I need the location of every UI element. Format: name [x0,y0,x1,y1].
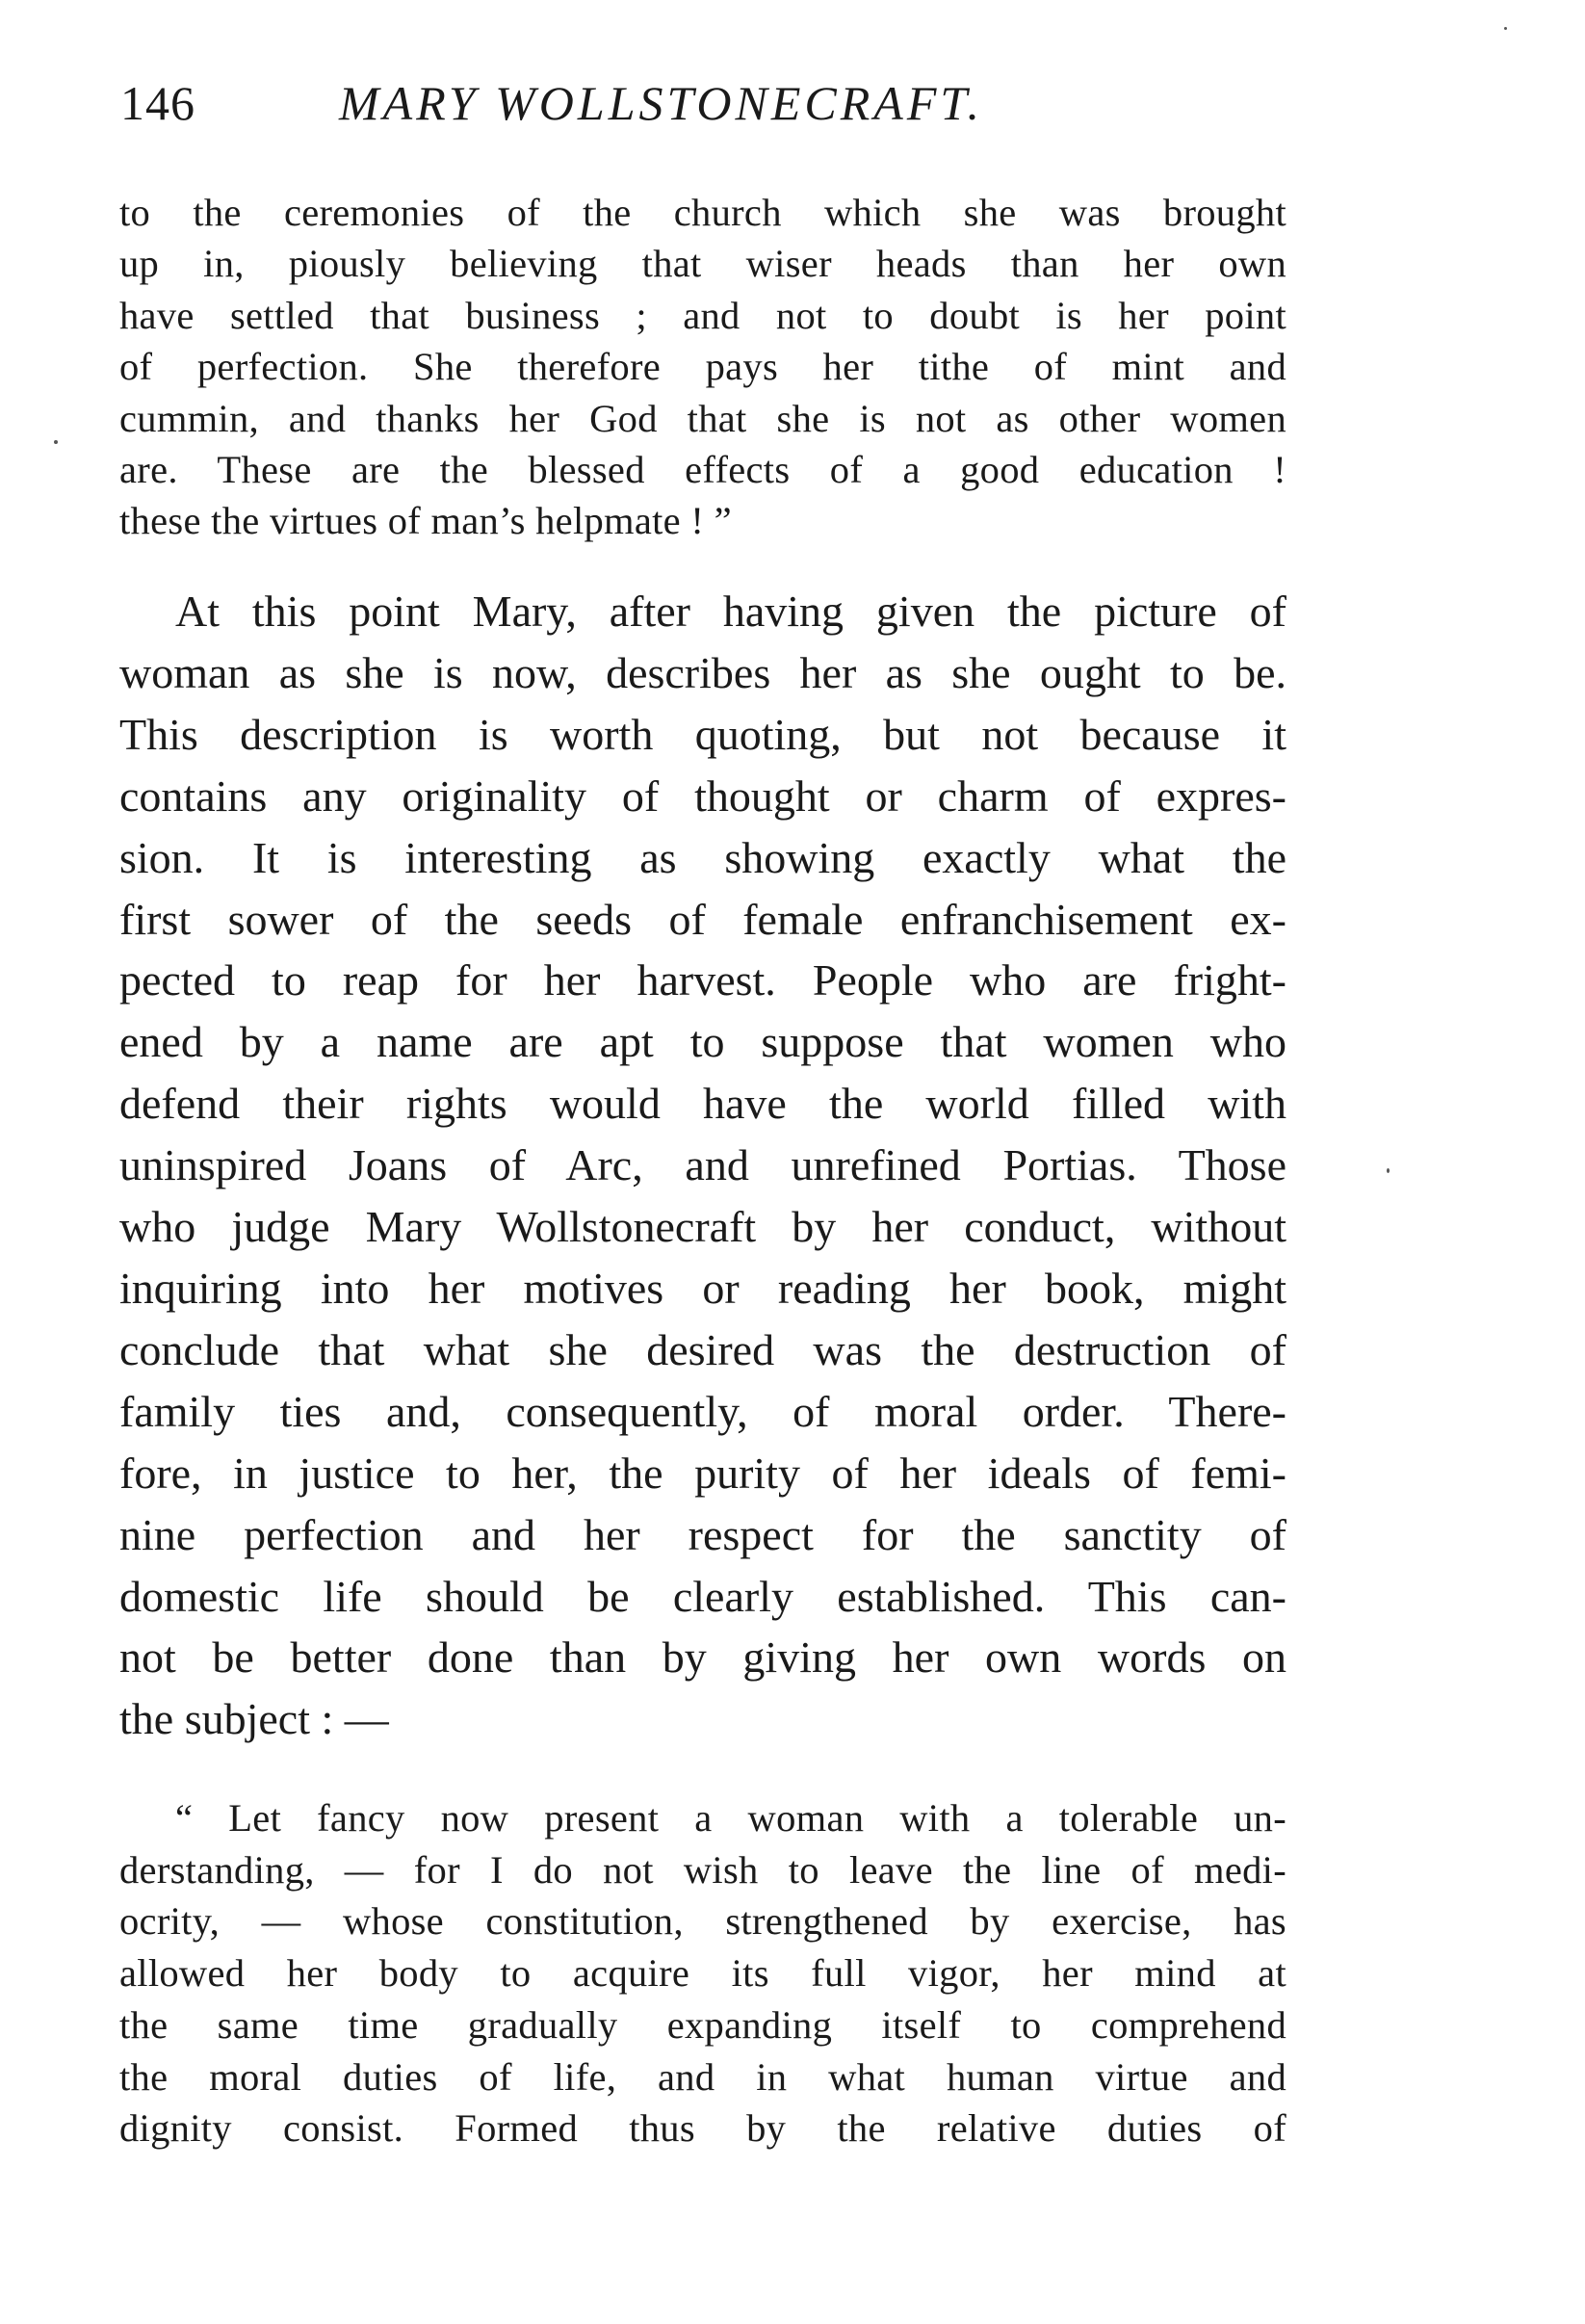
paragraph-line: first sower of the seeds of female enfranchisement ex- [119,894,1286,944]
quote-line: dignity consist. Formed thus by the relative duties of [119,2106,1286,2151]
scan-speck [1504,27,1507,30]
page-number: 146 [120,76,195,130]
paragraph-line: conclude that what she desired was the destruction of [119,1324,1286,1374]
paragraph-line: pected to reap for her harvest. People who are fright- [119,955,1286,1005]
paragraph-line: not be better done than by giving her own words on [119,1632,1286,1683]
paragraph-line: who judge Mary Wollstonecraft by her conduct, without [119,1202,1286,1252]
scan-speck [54,440,58,444]
paragraph-line: ened by a name are apt to suppose that women who [119,1017,1286,1067]
quote-line: allowed her body to acquire its full vigor, her mind at [119,1951,1286,1996]
quote-line: to the ceremonies of the church which she was brought [119,191,1286,234]
paragraph-line: sion. It is interesting as showing exactly what the [119,832,1286,882]
quote-line: cummin, and thanks her God that she is not as other women [119,396,1286,440]
quote-line: have settled that business ; and not to doubt is her point [119,293,1286,337]
paragraph-line: family ties and, consequently, of moral order. There- [119,1386,1286,1436]
quote-line: “ Let fancy now present a woman with a tolerable un- [175,1796,1286,1840]
paragraph-line: the subject : — [119,1694,389,1744]
quote-line: up in, piously believing that wiser heads than her own [119,242,1286,286]
quote-line: ocrity, — whose constitution, strengthened by exercise, has [119,1899,1286,1944]
scan-speck [1387,1168,1390,1173]
quote-line: the same time gradually expanding itself to comprehend [119,2002,1286,2047]
quote-line: are. These are the blessed effects of a good education ! [119,448,1286,492]
paragraph-line: contains any originality of thought or charm of expres- [119,770,1286,821]
running-title: MARY WOLLSTONECRAFT. [339,76,983,130]
paragraph-line: At this point Mary, after having given the picture of [175,587,1286,636]
paragraph-line: nine perfection and her respect for the sanctity of [119,1509,1286,1559]
quote-line: of perfection. She therefore pays her tithe of mint and [119,345,1286,389]
quotation-continued [119,187,1286,547]
paragraph-line: uninspired Joans of Arc, and unrefined Portias. Those [119,1140,1286,1190]
paragraph-line: defend their rights would have the world filled with [119,1079,1286,1129]
paragraph-line: woman as she is now, describes her as she ought to be. [119,647,1286,697]
quotation-opening [119,1792,1286,2154]
paragraph-line: fore, in justice to her, the purity of her ideals of femi- [119,1448,1286,1498]
body-paragraph [119,581,1286,1750]
paragraph-line: domestic life should be clearly established. This can- [119,1571,1286,1621]
quote-line: these the virtues of man’s helpmate ! ” [119,499,732,543]
quote-line: the moral duties of life, and in what human virtue and [119,2054,1286,2099]
page-header [120,75,1286,143]
paragraph-line: This description is worth quoting, but not because it [119,709,1286,759]
paragraph-line: inquiring into her motives or reading her book, might [119,1263,1286,1313]
quote-line: derstanding, — for I do not wish to leave the line of medi- [119,1847,1286,1892]
